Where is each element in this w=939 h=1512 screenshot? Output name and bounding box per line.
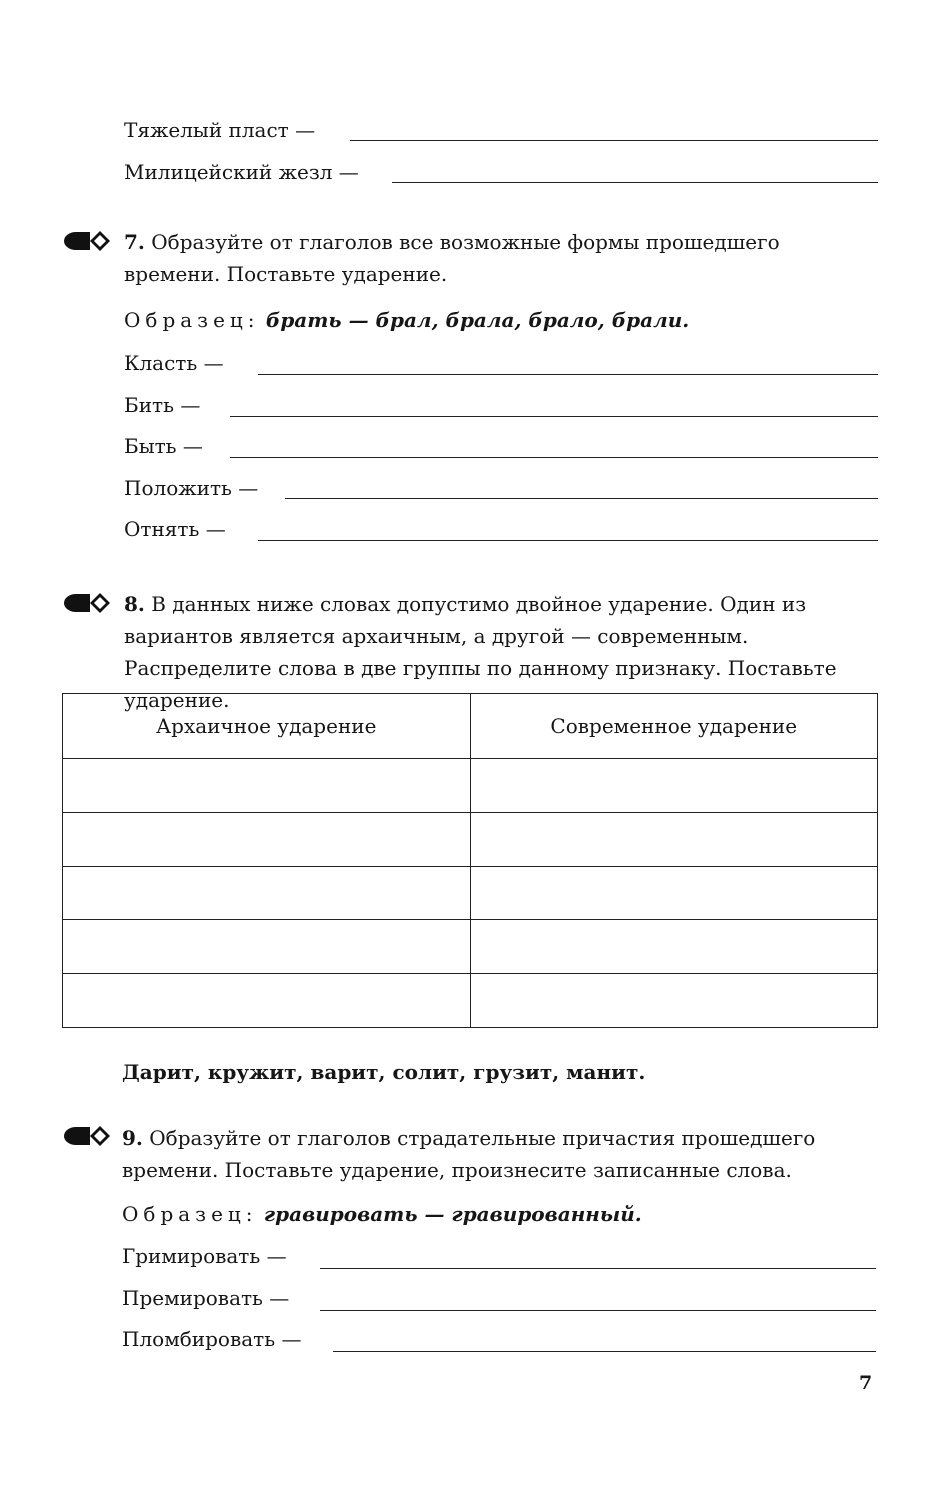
table-cell[interactable] <box>470 920 878 974</box>
item-label: Тяжелый пласт — <box>124 118 316 142</box>
item-label: Отнять — <box>124 517 226 541</box>
task-9-sample <box>122 1202 642 1226</box>
task-number: 8. <box>124 592 145 616</box>
task-7-item <box>124 393 200 417</box>
answer-line[interactable] <box>333 1351 876 1352</box>
task-9-item <box>122 1286 289 1310</box>
table-cell[interactable] <box>470 974 878 1028</box>
answer-line[interactable] <box>258 540 878 541</box>
table-cell[interactable] <box>63 866 471 920</box>
stress-table <box>62 693 878 1028</box>
item-label: Гримировать — <box>122 1244 287 1268</box>
table-row <box>63 920 878 974</box>
item-label: Бить — <box>124 393 201 417</box>
table-cell[interactable] <box>63 974 471 1028</box>
task-7-item <box>124 476 258 500</box>
table-header-row <box>63 694 878 759</box>
task-7-item <box>124 434 203 458</box>
task-7-sample <box>124 308 689 332</box>
table-row <box>63 866 878 920</box>
task-7-text <box>124 226 880 290</box>
table-cell[interactable] <box>63 759 471 813</box>
task-7-item <box>124 517 226 541</box>
item-label: Премировать — <box>122 1286 290 1310</box>
answer-line[interactable] <box>230 457 878 458</box>
table-cell[interactable] <box>63 920 471 974</box>
answer-line[interactable] <box>230 416 878 417</box>
sample-example: гравировать — гравированный. <box>263 1202 642 1226</box>
task-9-item <box>122 1327 301 1351</box>
table-row <box>63 812 878 866</box>
item-label: Милицейский жезл — <box>124 160 359 184</box>
answer-line[interactable] <box>392 182 878 183</box>
table-cell[interactable] <box>63 812 471 866</box>
word-list: Дарит, кружит, варит, солит, грузит, манит. <box>122 1060 646 1084</box>
task-9-item <box>122 1244 287 1268</box>
task-instruction: Образуйте от глаголов страдательные причастия прошедшего времени. Поставьте ударение, произнесите записанные слова. <box>122 1126 816 1182</box>
task-instruction: Образуйте от глаголов все возможные формы прошедшего времени. Поставьте ударение. <box>124 230 780 286</box>
item-label: Класть — <box>124 351 224 375</box>
column-header-archaic: Архаичное ударение <box>63 694 471 759</box>
sample-example: брать — брал, брала, брало, брали. <box>265 308 690 332</box>
table-cell[interactable] <box>470 812 878 866</box>
sample-label: Образец: <box>122 1202 258 1226</box>
page-number: 7 <box>859 1372 873 1394</box>
column-header-modern: Современное ударение <box>470 694 878 759</box>
answer-line[interactable] <box>320 1310 876 1311</box>
answer-line[interactable] <box>350 140 878 141</box>
item-label: Пломбировать — <box>122 1327 302 1351</box>
task-7-item <box>124 351 224 375</box>
top-item <box>124 160 359 184</box>
answer-line[interactable] <box>258 374 878 375</box>
task-marker-icon <box>62 1124 112 1148</box>
sample-label: Образец: <box>124 308 260 332</box>
task-number: 7. <box>124 230 145 254</box>
table-row <box>63 759 878 813</box>
item-label: Положить — <box>124 476 259 500</box>
task-marker-icon <box>62 591 112 615</box>
task-instruction: В данных ниже словах допустимо двойное ударение. Один из вариантов является архаичным, а другой — современным. Распределите слова в две группы по данному признаку. Поставьте ударение. <box>124 592 837 712</box>
table-row <box>63 974 878 1028</box>
table-cell[interactable] <box>470 759 878 813</box>
task-9-text <box>122 1122 880 1186</box>
task-marker-icon <box>62 229 112 253</box>
answer-line[interactable] <box>320 1268 876 1269</box>
item-label: Быть — <box>124 434 203 458</box>
table-cell[interactable] <box>470 866 878 920</box>
answer-line[interactable] <box>285 498 878 499</box>
top-item <box>124 118 315 142</box>
task-number: 9. <box>122 1126 143 1150</box>
